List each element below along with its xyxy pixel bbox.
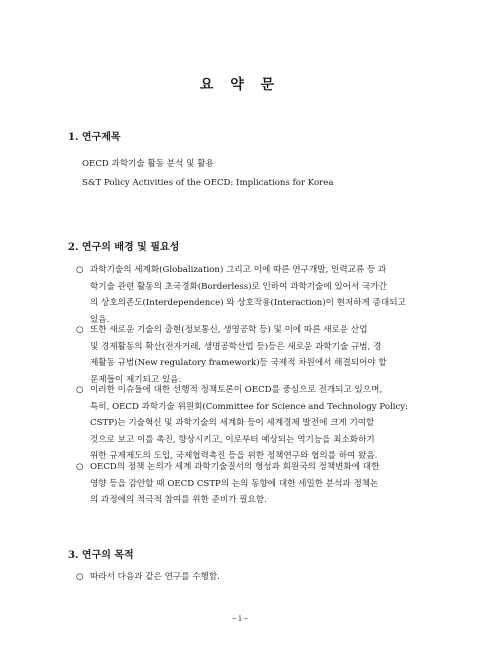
bullet-line: 것으로 보고 이를 촉진, 향상시키고, 이로부터 예상되는 역기능을 최소화하기 — [90, 434, 375, 445]
page-number: – i – — [232, 614, 248, 623]
bullet-line: 의 과정에의 적극적 참여를 위한 준비가 필요함. — [90, 495, 267, 505]
bullet-line: 이러한 이슈들에 대한 선행적 정책토론이 OECD를 중심으로 전개되고 있으며, — [90, 385, 383, 395]
bullet-line: 특히, OECD 과학기술 위원회(Committee for Science and Technology Policy: — [90, 401, 409, 412]
section-3-heading: 3. 연구의 목적 — [68, 550, 134, 561]
bullet-line: 과학기술의 세계화(Globalization) 그리고 이에 따른 연구개발, 인력교류 등 과 — [90, 265, 387, 275]
bullet-mark: ○ — [76, 265, 84, 275]
bullet-mark: ○ — [76, 462, 84, 472]
background-bullet-3 — [76, 382, 416, 465]
section-1-heading: 1. 연구제목 — [68, 132, 121, 143]
purpose-bullet-1 — [76, 569, 416, 586]
bullet-line: 영향 등을 감안할 때 OECD CSTP의 논의 동향에 대한 세밀한 분석과 정책논 — [90, 478, 379, 489]
bullet-line: 의 상호의존도(Interdependence) 와 상호작용(Interaction)이 현저하게 증대되고 — [90, 298, 406, 308]
bullet-line: 위한 규제제도의 도입, 국제협력촉진 등을 위한 정책연구와 협의를 하여 왔음. — [90, 451, 378, 461]
background-bullet-2 — [76, 322, 416, 388]
bullet-mark: ○ — [76, 385, 84, 395]
background-bullet-4 — [76, 459, 416, 509]
section-2-heading: 2. 연구의 배경 및 필요성 — [68, 242, 180, 253]
bullet-line: 학기술 관련 활동의 초국경화(Borderless)로 인하여 과학기술에 있어서 국가간 — [90, 281, 387, 292]
bullet-line: 있음. — [90, 314, 110, 325]
project-title-korean: OECD 과학기술 활동 분석 및 활용 — [82, 159, 214, 169]
background-bullet-1 — [76, 262, 416, 328]
bullet-line: 제활동 규범(New regulatory framework)등 국제적 차원에서 해결되어야 할 — [90, 358, 387, 368]
bullet-line: 및 경제활동의 확산(전자거래, 생명공학산업 등)등은 새로운 과학기술 규범, 경 — [90, 341, 382, 352]
bullet-line: 따라서 다음과 같은 연구를 수행함. — [90, 572, 220, 582]
project-title-english: S&T Policy Activities of the OECD: Implications for Korea — [82, 178, 334, 188]
bullet-line: CSTP)는 기술혁신 및 과학기술의 세계화 등이 세계경제 발전에 크게 기여할 — [90, 418, 375, 428]
bullet-line: 또한 새로운 기술의 출현(정보통신, 생명공학 등) 및 이에 따른 새로운 산업 — [90, 325, 368, 335]
bullet-line: OECD의 정책 논의가 세계 과학기술질서의 형성과 회원국의 정책변화에 대한 — [90, 462, 380, 472]
page-title: 요 약 문 — [199, 77, 281, 93]
bullet-mark: ○ — [76, 325, 84, 335]
bullet-mark: ○ — [76, 572, 84, 582]
bullet-line: 문제들이 제기되고 있음. — [90, 374, 182, 385]
